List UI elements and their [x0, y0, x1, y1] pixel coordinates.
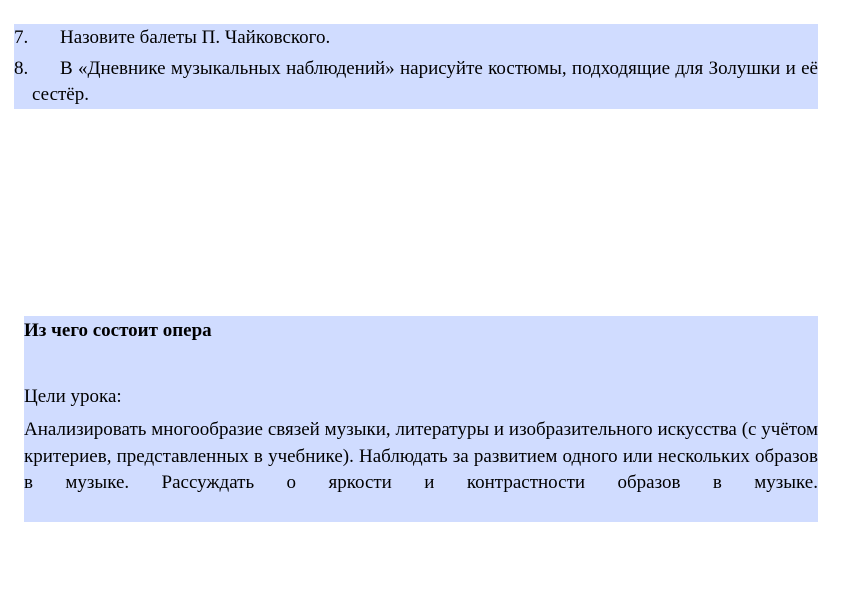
- question-text: В «Дневнике музыкальных наблюдений» нарисуйте костюмы, подходящие для Золушки и её сестёр.: [32, 58, 818, 105]
- lesson-goals-text: Анализировать многообразие связей музыки, литературы и изобразительного искусства (с учётом критериев, представленных в учебнике). Наблюдать за развитием одного или нескольких образов в музыке. Рассуждать о яркости и контрастности образов в музыке.: [24, 419, 818, 493]
- question-text: Назовите балеты П. Чайковского.: [60, 27, 331, 48]
- questions-block: [14, 24, 818, 109]
- lesson-title: Из чего состоит опера: [24, 320, 212, 341]
- question-item-8: [14, 56, 818, 108]
- lesson-block: [24, 316, 818, 522]
- question-number: 7.: [14, 27, 29, 48]
- lesson-goals-label: Цели урока:: [24, 386, 122, 407]
- question-number: 8.: [14, 58, 29, 79]
